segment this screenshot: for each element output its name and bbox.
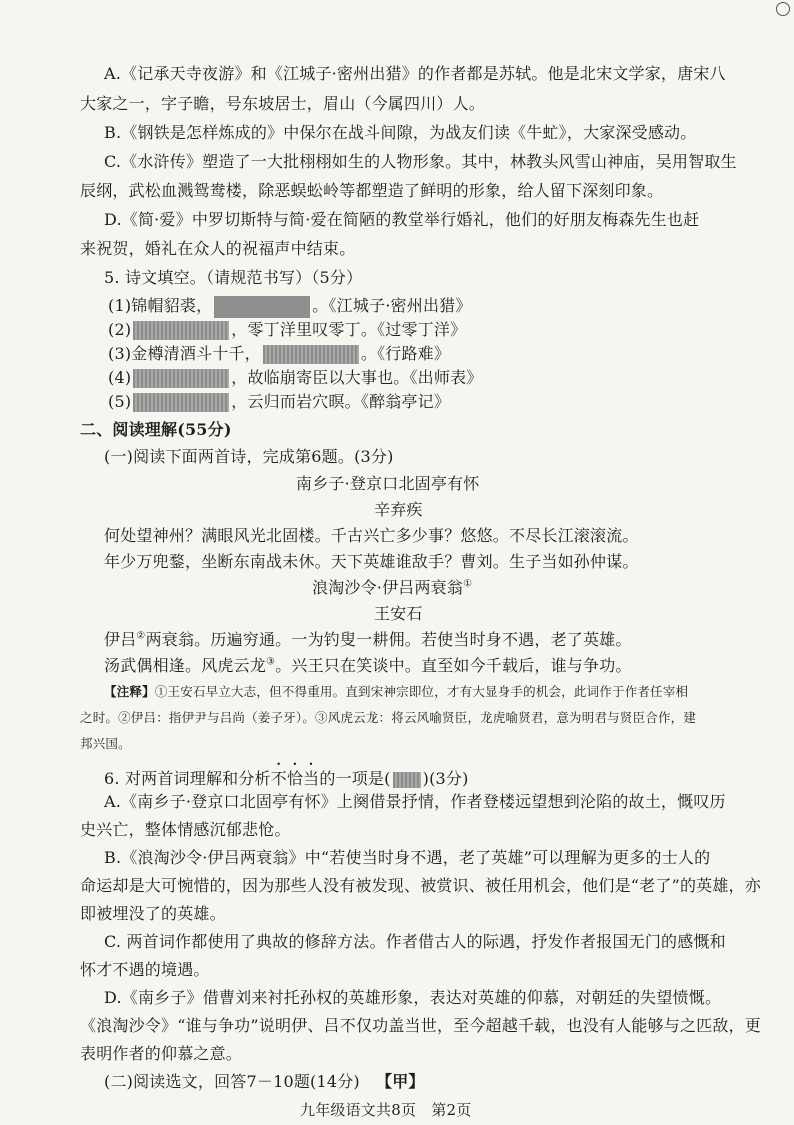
q6-option-b-line2: 命运却是大可惋惜的，因为那些人没有被发现、被赏识、被任用机会，他们是“老了”的英雄，亦 (80, 876, 761, 895)
page-footer: 九年级语文共8页 第2页 (300, 1101, 472, 1119)
q5-line4 (108, 366, 482, 390)
q6-stem-c: )(3分) (422, 769, 469, 788)
q6-stem-a: 6. 对两首词理解和分析 (104, 769, 271, 788)
q5-line3 (108, 342, 450, 366)
poem1-line1: 何处望神州？满眼风光北固楼。千古兴亡多少事？悠悠。不尽长江滚滚流。 (104, 526, 639, 545)
answer-blank-3[interactable] (263, 345, 359, 364)
q5-line1 (108, 294, 472, 318)
q4-option-a-line1: A.《记承天寺夜游》和《江城子·密州出猎》的作者都是苏轼。他是北宋文学家，唐宋八 (104, 64, 726, 83)
notes-line1 (104, 682, 688, 702)
q5-line5 (108, 390, 450, 414)
q5-line3-before: (3)金樽清酒斗十千， (108, 344, 261, 363)
q5-line4-after: ，故临崩寄臣以大事也。《出师表》 (231, 368, 483, 387)
q5-line4-before: (4) (108, 368, 132, 387)
q6-option-a-line2: 史兴亡，整体情感沉郁悲怆。 (80, 820, 291, 839)
poem2-author: 王安石 (374, 604, 423, 623)
q5-line2-before: (2) (108, 320, 132, 339)
q6-option-b-line1: B.《浪淘沙令·伊吕两衰翁》中“若使当时身不遇，老了英雄”可以理解为更多的士人的 (104, 848, 711, 867)
poem2-line2-note-mark: ③ (266, 656, 276, 668)
corner-mark (776, 2, 790, 16)
subsection-one-heading: (一)阅读下面两首诗，完成第6题。(3分) (104, 447, 394, 466)
q4-option-d-line1: D.《简·爱》中罗切斯特与简·爱在简陋的教堂举行婚礼，他们的好朋友梅森先生也赶 (104, 210, 700, 229)
answer-blank-5[interactable] (133, 393, 229, 412)
notes-line3: 邦兴国。 (80, 736, 131, 751)
q4-option-d-line2: 来祝贺，婚礼在众人的祝福声中结束。 (80, 239, 356, 258)
q6-option-a-line1: A.《南乡子·登京口北固亭有怀》上阕借景抒情，作者登楼远望想到沦陷的故土，慨叹历 (104, 792, 726, 811)
poem2-line1-note-mark: ② (136, 630, 146, 642)
q5-line1-after: 。《江城子·密州出猎》 (312, 296, 472, 315)
q5-line5-after: ，云归而岩穴暝。《醉翁亭记》 (231, 392, 451, 411)
q6-stem-emphasis: 不恰当 (270, 769, 320, 788)
answer-blank-1[interactable] (214, 296, 310, 318)
q4-option-a-line2: 大家之一，字子瞻，号东坡居士，眉山（今属四川）人。 (80, 94, 486, 113)
poem2-line2-a: 汤武偶相逢。风虎云龙 (104, 656, 267, 675)
q4-option-b: B.《钢铁是怎样炼成的》中保尔在战斗间隙，为战友们读《牛虻》，大家深受感动。 (104, 123, 697, 142)
q6-option-d-line2: 《浪淘沙令》“谁与争功”说明伊、吕不仅功盖当世，至今超越千载，也没有人能够与之匹敌，更 (80, 1016, 761, 1035)
q6-option-d-line1: D.《南乡子》借曹刘来衬托孙权的英雄形象，表达对英雄的仰慕，对朝廷的失望愤慨。 (104, 988, 722, 1007)
q6-option-c-line1: C. 两首词作都使用了典故的修辞方法。作者借古人的际遇，抒发作者报国无门的感慨和 (104, 932, 726, 951)
poem1-author: 辛弃疾 (374, 500, 423, 519)
q5-line2-after: ，零丁洋里叹零丁。《过零丁洋》 (231, 320, 467, 339)
q6-option-c-line2: 怀才不遇的境遇。 (80, 960, 210, 979)
notes-label: 【注释】 (104, 684, 155, 699)
q5-line3-after: 。《行路难》 (360, 344, 451, 363)
poem2-title-note-mark: ① (463, 578, 473, 590)
q5-stem: 5. 诗文填空。（请规范书写）（5分） (104, 268, 363, 287)
subsection-two-heading: (二)阅读选文，回答7－10题(14分) (104, 1072, 360, 1091)
q5-line2 (108, 318, 466, 342)
answer-blank-4[interactable] (133, 369, 229, 388)
passage-jia-label: 【甲】 (376, 1072, 425, 1091)
q5-line5-before: (5) (108, 392, 132, 411)
q6-option-b-line3: 即被埋没了的英雄。 (80, 904, 226, 923)
notes-line2: 之时。②伊吕：指伊尹与吕尚（姜子牙）。③风虎云龙：将云风喻贤臣，龙虎喻贤君，意为明君与贤臣合作，建 (80, 710, 697, 725)
poem2-title (312, 576, 472, 600)
poem2-line1-a: 伊吕 (104, 630, 137, 649)
poem2-line2 (104, 654, 632, 678)
poem2-line1 (104, 628, 632, 652)
poem1-line2: 年少万兜鍪，坐断东南战未休。天下英雄谁敌手？曹刘。生子当如孙仲谋。 (104, 552, 639, 571)
q6-answer-blank[interactable] (393, 772, 421, 788)
q6-option-d-line3: 表明作者的仰慕之意。 (80, 1044, 243, 1063)
q5-line1-before: (1)锦帽貂裘， (108, 296, 213, 315)
q6-stem-b: 的一项是( (319, 769, 391, 788)
answer-blank-2[interactable] (133, 321, 229, 340)
q6-stem (104, 760, 469, 791)
notes-text1: ①王安石早立大志，但不得重用。直到宋神宗即位，才有大显身手的机会，此词作于作者任宰相 (154, 684, 689, 699)
section-heading-reading: 二、阅读理解(55分) (80, 420, 232, 439)
q4-option-c-line1: C.《水浒传》塑造了一大批栩栩如生的人物形象。其中，林教头风雪山神庙，吴用智取生 (104, 152, 737, 171)
poem2-line2-b: 。兴王只在笑谈中。直至如今千载后，谁与争功。 (275, 656, 632, 675)
poem2-line1-b: 两衰翁。历遍穷通。一为钓叟一耕佣。若使当时身不遇，老了英雄。 (145, 630, 632, 649)
q4-option-c-line2: 辰纲，武松血溅鸳鸯楼，除恶蜈蚣岭等都塑造了鲜明的形象，给人留下深刻印象。 (80, 181, 664, 200)
poem1-title: 南乡子·登京口北固亭有怀 (296, 474, 480, 493)
poem2-title-text: 浪淘沙令·伊吕两衰翁 (312, 578, 464, 597)
